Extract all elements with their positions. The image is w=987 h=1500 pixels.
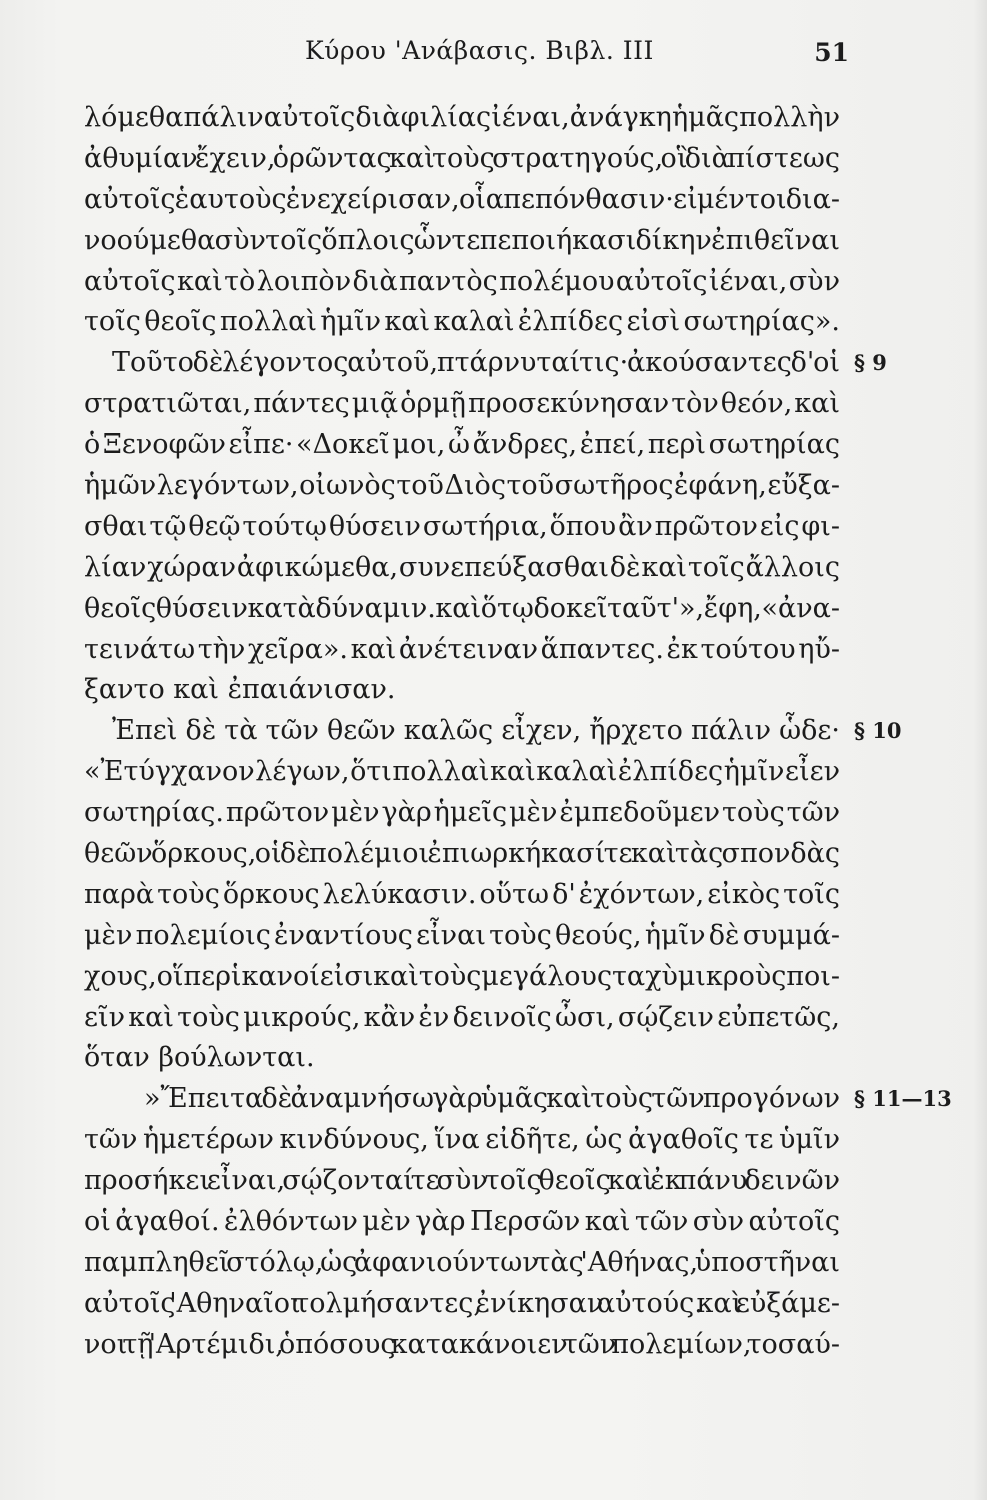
text-line: [84, 752, 854, 793]
line-text: ξαντο καὶ ἐπαιάνισαν.: [84, 674, 396, 706]
text-line: [84, 834, 854, 875]
section-marker: § 11—13: [854, 1086, 952, 1112]
text-line: [84, 425, 854, 466]
body-text: [84, 98, 952, 1366]
text-line: [84, 670, 854, 711]
text-line: [84, 466, 854, 507]
text-line: [84, 139, 854, 180]
line-text: παρὰ τοὺς ὅρκους λελύκασιν. οὕτω δ' ἐχόντων, εἰκὸς τοῖς: [84, 878, 840, 910]
text-line: [84, 180, 854, 221]
text-line: [84, 302, 854, 343]
line-text: Ἐπεὶ δὲ τὰ τῶν θεῶν καλῶς εἶχεν, ἤρχετο πάλιν ὧδε·: [112, 715, 840, 747]
line-text: τοῖς θεοῖς πολλαὶ ἡμῖν καὶ καλαὶ ἐλπίδες εἰσὶ σωτηρίας».: [84, 306, 840, 338]
section-marker: § 9: [854, 350, 887, 376]
text-line: [84, 384, 854, 425]
page-header: [0, 36, 987, 76]
line-text: σωτηρίας. πρῶτον μὲν γὰρ ἡμεῖς μὲν ἐμπεδοῦμεν τοὺς τῶν: [84, 797, 840, 829]
text-line: [84, 262, 854, 303]
line-text: θεοῖς θύσειν κατὰ δύναμιν. καὶ ὅτῳ δοκεῖ ταῦτ'», ἔφη, «ἀνα-: [84, 592, 840, 624]
text-line: [84, 221, 854, 262]
line-text: θεῶν ὅρκους, οἱ δὲ πολέμιοι ἐπιωρκήκασί τε καὶ τὰς σπονδὰς: [84, 838, 840, 870]
line-text: αὐτοῖς 'Αθηναῖοι τολμήσαντες, ἐνίκησαν αὐτούς. καὶ εὐξάμε-: [84, 1287, 840, 1319]
line-text: Τοῦτο δὲ λέγοντος αὐτοῦ, πτάρνυταί τις· ἀκούσαντες δ' οἱ: [112, 347, 840, 379]
line-text: σθαι τῷ θεῷ τούτῳ θύσειν σωτήρια, ὅπου ἂν πρῶτον εἰς φι-: [84, 510, 840, 542]
text-line: [84, 630, 854, 671]
text-line: [84, 1038, 854, 1079]
text-line: [84, 875, 854, 916]
line-text: ἀθυμίαν ἔχειν, ὁρῶντας καὶ τοὺς στρατηγούς, οἳ διὰ πίστεως: [84, 142, 840, 174]
text-line: [84, 548, 854, 589]
text-line: [84, 711, 902, 752]
line-text: «Ἐτύγχανον λέγων, ὅτι πολλαὶ καὶ καλαὶ ἐλπίδες ἡμῖν εἶεν: [84, 756, 840, 788]
text-line: [84, 1325, 854, 1366]
running-head: Κύρου 'Ανάβασις. Βιβλ. III: [305, 36, 654, 65]
line-text: λόμεθα πάλιν αὐτοῖς διὰ φιλίας ἰέναι, ἀνάγκη ἡμᾶς πολλὴν: [84, 102, 840, 133]
line-text: τῶν ἡμετέρων κινδύνους, ἵνα εἰδῆτε, ὡς ἀγαθοῖς τε ὑμῖν: [84, 1124, 840, 1156]
line-text: λίαν χώραν ἀφικώμεθα, συνεπεύξασθαι δὲ καὶ τοῖς ἄλλοις: [84, 551, 840, 583]
line-text: εῖν καὶ τοὺς μικρούς, κἂν ἐν δεινοῖς ὦσι, σῴζειν εὐπετῶς,: [84, 1001, 840, 1033]
line-text: στρατιῶται, πάντες μιᾷ ὁρμῇ προσεκύνησαν τὸν θεόν, καὶ: [84, 388, 840, 420]
text-line: [84, 1202, 854, 1243]
text-line: [84, 1284, 854, 1325]
line-text: ἡμῶν λεγόντων, οἰωνὸς τοῦ Διὸς τοῦ σωτῆρος ἐφάνη, εὔξα-: [84, 470, 840, 502]
line-text: »Ἔπειτα δὲ ἀναμνήσω γὰρ ὑμᾶς καὶ τοὺς τῶν προγόνων: [144, 1083, 840, 1115]
text-line: [84, 1079, 952, 1120]
text-line: [84, 343, 887, 384]
text-line: [84, 1161, 854, 1202]
line-text: αὐτοῖς καὶ τὸ λοιπὸν διὰ παντὸς πολέμου αὐτοῖς ἰέναι, σὺν: [84, 265, 840, 297]
text-line: [84, 998, 854, 1039]
text-line: [84, 793, 854, 834]
line-text: χους, οἵπερ ἱκανοί εἰσι καὶ τοὺς μεγάλους ταχὺ μικροὺς ποι-: [84, 960, 840, 992]
line-text: νοι τῇ 'Αρτέμιδι, ὁπόσους κατακάνοιεν τῶν πολεμίων, τοσαύ-: [84, 1328, 840, 1360]
line-text: μὲν πολεμίοις ἐναντίους εἶναι τοὺς θεούς, ἡμῖν δὲ συμμά-: [84, 919, 840, 951]
line-text: νοούμεθα σὺν τοῖς ὅπλοις ὧν τε πεποιήκασι δίκην ἐπιθεῖναι: [84, 224, 840, 256]
text-line: [84, 1120, 854, 1161]
line-text: τεινάτω τὴν χεῖρα». καὶ ἀνέτειναν ἅπαντες. ἐκ τούτου ηὔ-: [84, 633, 840, 665]
section-marker: § 10: [854, 718, 902, 744]
text-line: [84, 916, 854, 957]
page-edge-shadow: [973, 0, 987, 1500]
text-line: [84, 589, 854, 630]
line-text: ὁ Ξενοφῶν εἶπε· «Δοκεῖ μοι, ὦ ἄνδρες, ἐπεί, περὶ σωτηρίας: [84, 429, 840, 461]
line-text: αὐτοῖς ἑαυτοὺς ἐνεχείρισαν, οἷα πεπόνθασιν· εἰ μέντοι δια-: [84, 183, 840, 215]
text-line: [84, 98, 854, 139]
line-text: ὅταν βούλωνται.: [84, 1042, 315, 1074]
text-line: [84, 957, 854, 998]
line-text: παμπληθεῖ στόλῳ, ὡς ἀφανιούντων τὰς 'Αθήνας, ὑποστῆναι: [84, 1246, 840, 1278]
page-number: 51: [814, 38, 849, 67]
text-line: [84, 507, 854, 548]
text-line: [84, 1243, 854, 1284]
line-text: οἱ ἀγαθοί. ἐλθόντων μὲν γὰρ Περσῶν καὶ τῶν σὺν αὐτοῖς: [84, 1206, 840, 1238]
line-text: προσήκει εἶναι, σῴζονταί τε σὺν τοῖς θεοῖς καὶ ἐκ πάνυ δεινῶν: [84, 1165, 840, 1197]
